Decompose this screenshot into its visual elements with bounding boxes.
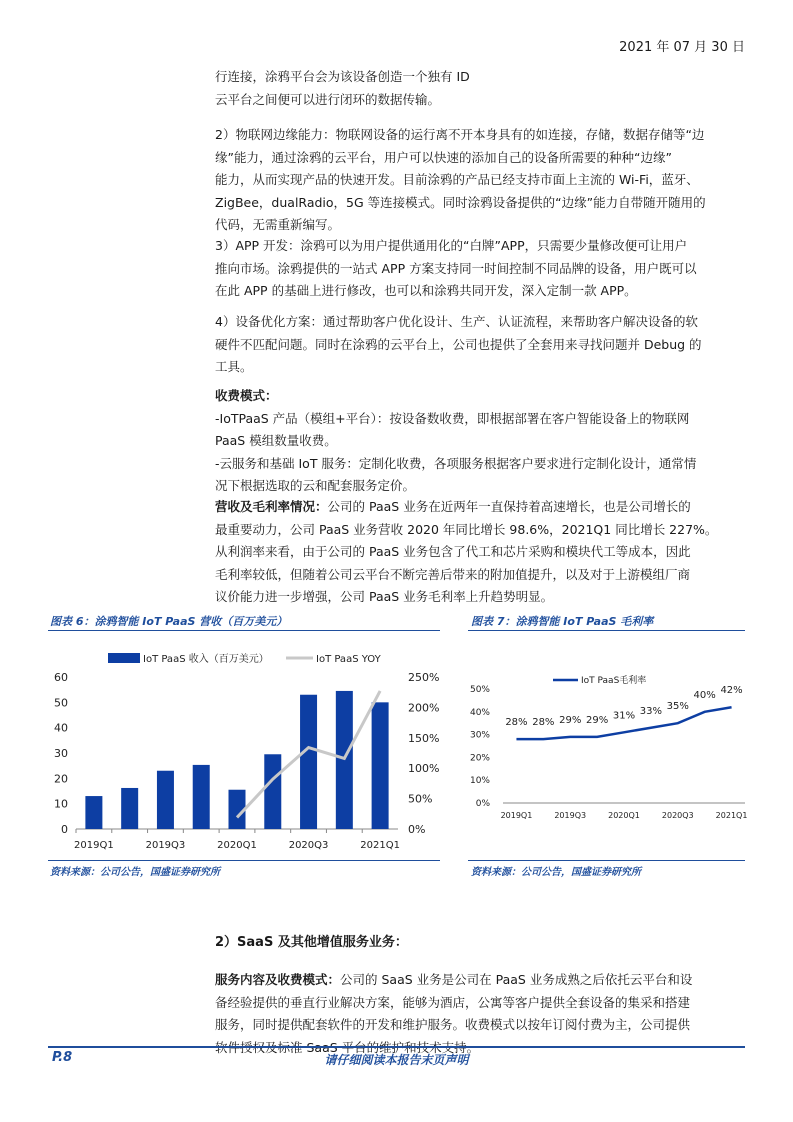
text-line: 服务，同时提供配套软件的开发和维护服务。收费模式以按年订阅付费为主，公司提供 (215, 1017, 691, 1032)
x-tick-label: 2019Q1 (500, 811, 533, 820)
figure7-chart (463, 640, 748, 840)
figure6-title: 图表 6：涂鸦智能 IoT PaaS 营收（百万美元） (50, 615, 288, 628)
paragraph-fee-model (215, 385, 748, 498)
data-label: 28% (505, 717, 528, 729)
legend-line-label: IoT PaaS YOY (316, 654, 381, 665)
legend-bar-label: IoT PaaS 收入（百万美元） (143, 654, 269, 665)
page-number: P.8 (52, 1050, 73, 1065)
figure7-title: 图表 7：涂鸦智能 IoT PaaS 毛利率 (471, 615, 654, 628)
text-line: 3）APP 开发：涂鸦可以为用户提供通用化的“白牌”APP，只需要少量修改便可让用户 (215, 238, 688, 253)
text-line: 2）物联网边缘能力：物联网设备的运行离不开本身具有的如连接，存储，数据存储等“边 (215, 127, 705, 142)
y-left-tick-label: 50 (54, 696, 68, 710)
x-tick-label: 2021Q1 (715, 811, 748, 820)
text-line: 推向市场。涂鸦提供的一站式 APP 方案支持同一时间控制不同品牌的设备，用户既可以 (215, 260, 697, 276)
paragraph-app-dev (215, 235, 748, 303)
x-tick-label: 2019Q3 (145, 840, 186, 851)
revenue-bar (264, 754, 281, 829)
paragraph-cloud-id (215, 66, 748, 111)
data-label: 40% (693, 689, 716, 701)
report-date: 2021 年 07 月 30 日 (619, 40, 745, 55)
paragraph-edge-capability (215, 124, 748, 237)
text-line: -云服务和基础 IoT 服务：定制化收费，各项服务根据客户要求进行定制化设计，通常情 (215, 455, 697, 471)
text-line: 代码，无需重新编写。 (215, 217, 341, 232)
data-label: 29% (559, 714, 582, 726)
text-line: 行连接，涂鸦平台会为该设备创造一个独有 ID (215, 69, 470, 84)
x-tick-label: 2019Q1 (74, 840, 114, 851)
text-line: 议价能力进一步增强，公司 PaaS 业务毛利率上升趋势明显。 (215, 589, 554, 604)
data-label: 42% (720, 685, 743, 697)
text-line: -IoTPaaS 产品（模组+平台）：按设备数收费，即根据部署在客户智能设备上的物联网 (215, 410, 690, 426)
revenue-bar (157, 771, 174, 829)
data-label: 35% (666, 701, 689, 713)
y-tick-label: 10% (469, 776, 490, 787)
figure7-top-rule (468, 630, 745, 631)
y-left-tick-label: 40 (54, 721, 68, 735)
y-tick-label: 30% (469, 730, 490, 741)
fee-heading: 收费模式： (215, 388, 278, 403)
text-line: 缘”能力，通过涂鸦的云平台，用户可以快速的添加自己的设备所需要的种种“边缘” (215, 149, 672, 165)
y-left-tick-label: 10 (54, 797, 68, 811)
paragraph-device-optimization (215, 311, 748, 379)
text-line: 备经验提供的垂直行业解决方案，能够为酒店，公寓等客户提供全套设备的集采和搭建 (215, 994, 691, 1010)
figure6-chart (48, 640, 448, 855)
figure7-source: 资料来源：公司公告，国盛证券研究所 (471, 867, 641, 878)
text-line: 公司的 SaaS 业务是公司在 PaaS 业务成熟之后依托云平台和设 (340, 972, 693, 987)
text-line: 况下根据选取的云和配套服务定价。 (215, 478, 416, 493)
revenue-bar (121, 788, 138, 829)
y-right-tick-label: 150% (408, 731, 440, 745)
x-tick-label: 2020Q1 (608, 811, 640, 820)
y-tick-label: 20% (469, 753, 490, 764)
text-line: 最重要动力，公司 PaaS 业务营收 2020 年同比增长 98.6%，2021Q1 同比增长 227%。 (215, 521, 718, 537)
y-left-tick-label: 0 (61, 823, 68, 836)
x-tick-label: 2020Q3 (661, 811, 694, 820)
figure6-source: 资料来源：公司公告，国盛证券研究所 (50, 867, 220, 878)
y-right-tick-label: 100% (408, 762, 440, 776)
y-tick-label: 40% (469, 707, 490, 718)
y-right-tick-label: 50% (408, 792, 433, 806)
y-right-tick-label: 250% (408, 671, 440, 684)
revenue-bar (372, 702, 389, 829)
revenue-heading: 营收及毛利率情况： (215, 499, 328, 514)
y-tick-label: 50% (469, 685, 490, 695)
legend-bar-swatch (108, 653, 140, 663)
text-line: 云平台之间便可以进行闭环的数据传输。 (215, 91, 441, 107)
y-right-tick-label: 0% (408, 823, 426, 836)
footer-disclaimer: 请仔细阅读本报告末页声明 (324, 1053, 469, 1067)
text-line: 毛利率较低，但随着公司云平台不断完善后带来的附加值提升，以及对于上游模组厂商 (215, 566, 691, 582)
saas-heading: 服务内容及收费模式： (215, 972, 341, 987)
text-line: 工具。 (215, 359, 253, 374)
y-left-tick-label: 30 (54, 747, 68, 760)
footer-rule (48, 1046, 745, 1048)
x-tick-label: 2019Q3 (554, 811, 587, 820)
text-line: 公司的 PaaS 业务在近两年一直保持着高速增长，也是公司增长的 (327, 499, 691, 514)
legend-line-label: IoT PaaS毛利率 (581, 676, 647, 686)
data-label: 31% (612, 710, 636, 722)
text-line: 软件授权及标准 SaaS 平台的维护和技术支持。 (215, 1039, 480, 1055)
data-label: 28% (532, 717, 555, 729)
section-heading: 2）SaaS 及其他增值服务业务： (215, 935, 408, 950)
figure6-top-rule (48, 630, 440, 631)
text-line: PaaS 模组数量收费。 (215, 433, 337, 448)
figure6-bottom-rule (48, 860, 440, 861)
revenue-bar (193, 765, 210, 829)
x-tick-label: 2021Q1 (360, 840, 400, 851)
figure7-bottom-rule (468, 860, 745, 861)
y-tick-label: 0% (475, 799, 490, 809)
text-line: 4）设备优化方案：通过帮助客户优化设计、生产、认证流程，来帮助客户解决设备的软 (215, 314, 698, 329)
y-right-tick-label: 200% (408, 701, 440, 715)
text-line: 硬件不匹配问题。同时在涂鸦的云平台上，公司也提供了全套用来寻找问题并 Debug 的 (215, 336, 702, 352)
revenue-bar (85, 796, 102, 829)
y-left-tick-label: 20 (54, 772, 68, 786)
x-tick-label: 2020Q3 (288, 840, 329, 851)
text-line: 能力，从而实现产品的快速开发。目前涂鸦的产品已经支持市面上主流的 Wi-Fi，蓝牙、 (215, 172, 699, 187)
y-left-tick-label: 60 (54, 671, 68, 684)
text-line: ZigBee，dualRadio，5G 等连接模式。同时涂鸦设备提供的“边缘”能力自带随开随用的 (215, 194, 706, 210)
paragraph-revenue (215, 496, 748, 609)
data-label: 29% (585, 714, 609, 726)
text-line: 在此 APP 的基础上进行修改，也可以和涂鸦共同开发，深入定制一款 APP。 (215, 283, 637, 298)
revenue-bar (300, 695, 317, 829)
data-label: 33% (639, 705, 663, 717)
x-tick-label: 2020Q1 (217, 840, 257, 851)
text-line: 从利润率来看，由于公司的 PaaS 业务包含了代工和芯片采购和模块代工等成本，因此 (215, 544, 691, 559)
